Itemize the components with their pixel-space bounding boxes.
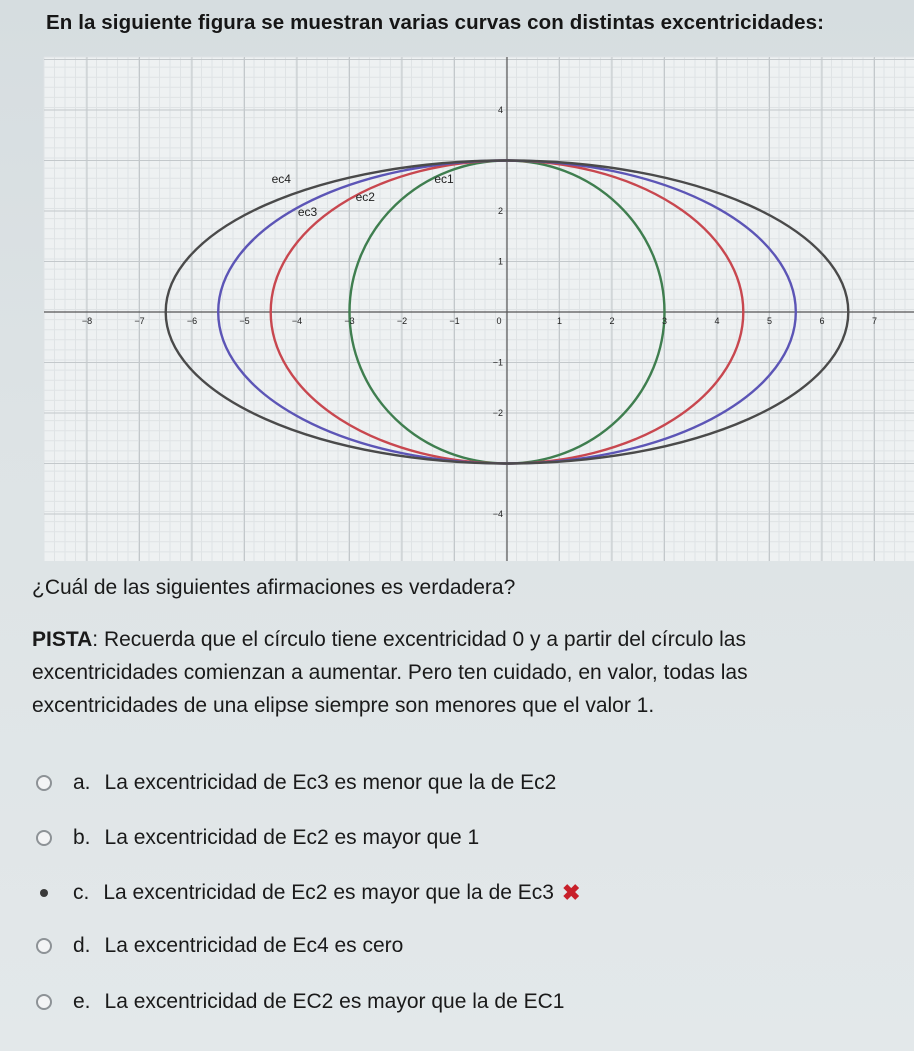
x-tick-label: −3 [344, 316, 355, 326]
y-tick-label: −2 [492, 408, 503, 418]
option-c[interactable] [36, 878, 580, 908]
ellipse-chart [0, 55, 914, 565]
option-c-radio[interactable] [36, 885, 52, 901]
question-text: ¿Cuál de las siguientes afirmaciones es verdadera? [32, 576, 516, 599]
curve-label-ec3: ec3 [297, 205, 318, 220]
incorrect-icon: ✖ [561, 880, 581, 905]
option-d[interactable] [36, 931, 403, 961]
x-tick-label: −6 [186, 316, 198, 326]
x-tick-label: −4 [291, 316, 303, 326]
x-tick-label: 0 [496, 316, 502, 326]
option-e[interactable] [36, 987, 564, 1017]
y-tick-label: −1 [492, 357, 503, 368]
curve-label-ec4: ec4 [271, 172, 291, 187]
option-e-radio[interactable] [36, 994, 52, 1010]
option-d-radio[interactable] [36, 938, 52, 954]
option-a-text: La excentricidad de Ec3 es menor que la de Ec2 [104, 771, 557, 794]
y-tick-label: −4 [492, 509, 503, 519]
option-b[interactable] [36, 823, 479, 853]
hint-label: PISTA [32, 628, 93, 651]
hint-paragraph [32, 623, 882, 722]
x-tick-label: −2 [396, 316, 408, 326]
option-b-text: La excentricidad de Ec2 es mayor que 1 [104, 826, 480, 849]
x-tick-label: 5 [766, 316, 773, 326]
x-tick-label: 6 [819, 316, 825, 326]
option-b-radio[interactable] [36, 830, 52, 846]
x-tick-label: −7 [134, 316, 145, 326]
x-tick-label: −1 [449, 316, 460, 326]
intro-text: En la siguiente figura se muestran varias curvas con distintas excentricidades: [46, 11, 825, 34]
ellipse-figure [0, 55, 914, 565]
option-d-letter: d. [73, 934, 91, 957]
option-b-letter: b. [73, 826, 91, 849]
y-tick-label: 2 [497, 206, 503, 216]
x-tick-label: 7 [871, 316, 878, 326]
x-tick-label: −5 [239, 316, 250, 326]
hint-text: : Recuerda que el círculo tiene excentricidad 0 y a partir del círculo las excentricidades comienzan a aumentar. Pero ten cuidado, en valor, todas las excentricidades de una elipse siempre son menores que el valor 1. [32, 628, 748, 717]
option-a-letter: a. [73, 771, 91, 794]
curve-label-ec2: ec2 [355, 189, 375, 204]
option-c-letter: c. [73, 881, 90, 904]
y-tick-label: 1 [497, 256, 503, 267]
curve-label-ec1: ec1 [434, 172, 454, 187]
option-c-text: La excentricidad de Ec2 es mayor que la de Ec3 [103, 881, 554, 904]
x-tick-label: −8 [81, 316, 93, 326]
y-tick-label: 4 [497, 105, 503, 115]
x-tick-label: 1 [556, 316, 563, 326]
x-tick-label: 2 [609, 316, 615, 326]
option-e-text: La excentricidad de EC2 es mayor que la de EC1 [104, 990, 565, 1013]
x-tick-label: 4 [714, 316, 720, 326]
option-e-letter: e. [73, 990, 91, 1013]
x-tick-label: 3 [661, 316, 668, 326]
option-d-text: La excentricidad de Ec4 es cero [104, 934, 404, 957]
option-a-radio[interactable] [36, 775, 52, 791]
option-a[interactable] [36, 768, 556, 798]
